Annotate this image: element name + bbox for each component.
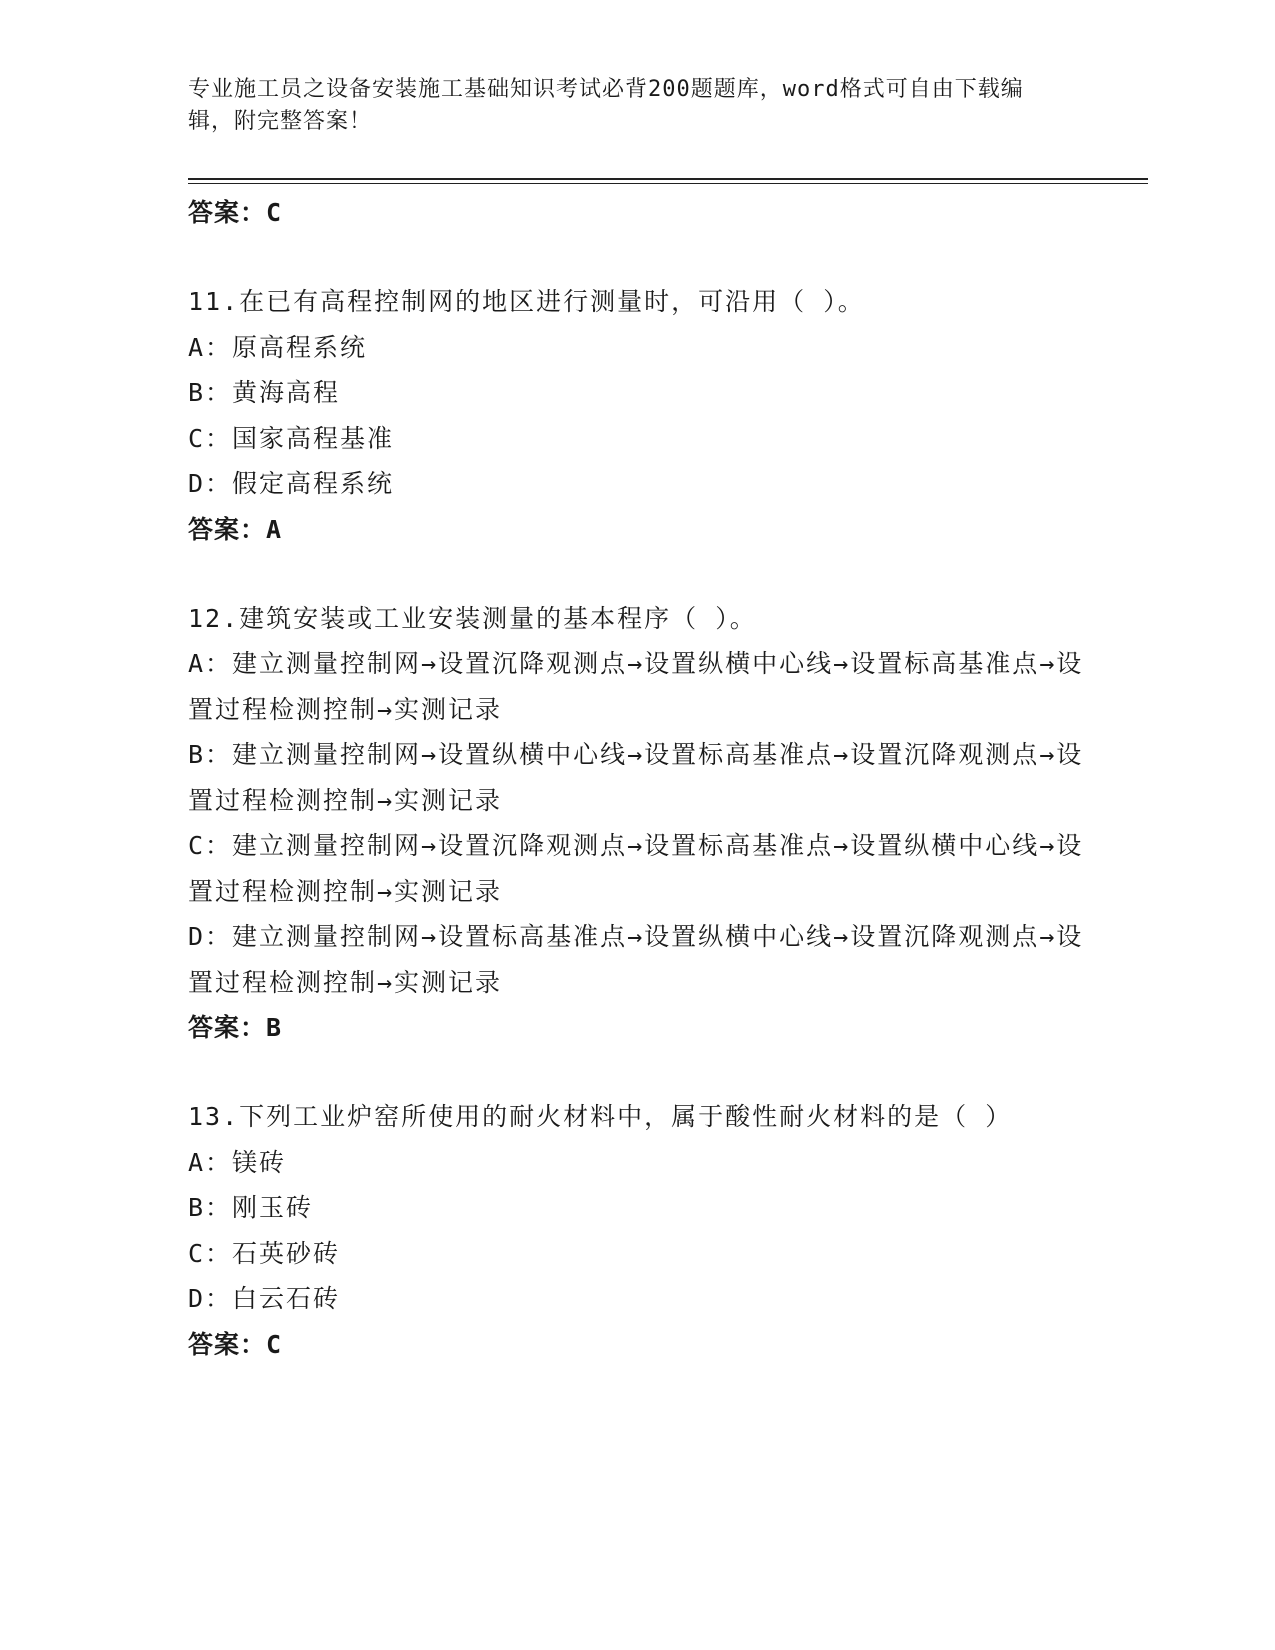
option-a: A：镁砖 xyxy=(188,1147,287,1177)
question-11 xyxy=(188,279,1088,553)
question-12 xyxy=(188,596,1088,1052)
option-a: A：原高程系统 xyxy=(188,332,368,362)
question-stem: 11.在已有高程控制网的地区进行测量时，可沿用（ ）。 xyxy=(188,287,865,316)
option-b: B：黄海高程 xyxy=(188,378,341,407)
option-c: C：石英砂砖 xyxy=(188,1238,341,1268)
option-c: C：建立测量控制网→设置沉降观测点→设置标高基准点→设置纵横中心线→设置过程检测控制→实测记录 xyxy=(188,831,1084,906)
option-a: A：建立测量控制网→设置沉降观测点→设置纵横中心线→设置标高基准点→设置过程检测控制→实测记录 xyxy=(188,649,1084,724)
previous-answer: 答案：C xyxy=(188,198,283,227)
header-divider xyxy=(188,178,1148,180)
option-b: B：刚玉砖 xyxy=(188,1193,314,1222)
question-answer: 答案：B xyxy=(188,1013,283,1042)
question-stem: 12.建筑安装或工业安装测量的基本程序（ ）。 xyxy=(188,603,757,633)
header-text: 专业施工员之设备安装施工基础知识考试必背200题题库，word格式可自由下载编辑，附完整答案！ xyxy=(188,77,1024,134)
option-d: D：假定高程系统 xyxy=(188,469,395,498)
question-answer: 答案：A xyxy=(188,514,283,544)
document-header xyxy=(188,74,1068,138)
option-d: D：白云石砖 xyxy=(188,1284,341,1313)
option-d: D：建立测量控制网→设置标高基准点→设置纵横中心线→设置沉降观测点→设置过程检测控制→实测记录 xyxy=(188,922,1084,997)
question-stem: 13.下列工业炉窑所使用的耐火材料中，属于酸性耐火材料的是（ ） xyxy=(188,1102,1013,1131)
question-answer: 答案：C xyxy=(188,1329,283,1359)
question-13 xyxy=(188,1094,1088,1368)
option-b: B：建立测量控制网→设置纵横中心线→设置标高基准点→设置沉降观测点→设置过程检测控制→实测记录 xyxy=(188,740,1084,815)
option-c: C：国家高程基准 xyxy=(188,423,395,453)
header-divider-thin xyxy=(188,183,1148,184)
question-list xyxy=(188,190,1088,1368)
